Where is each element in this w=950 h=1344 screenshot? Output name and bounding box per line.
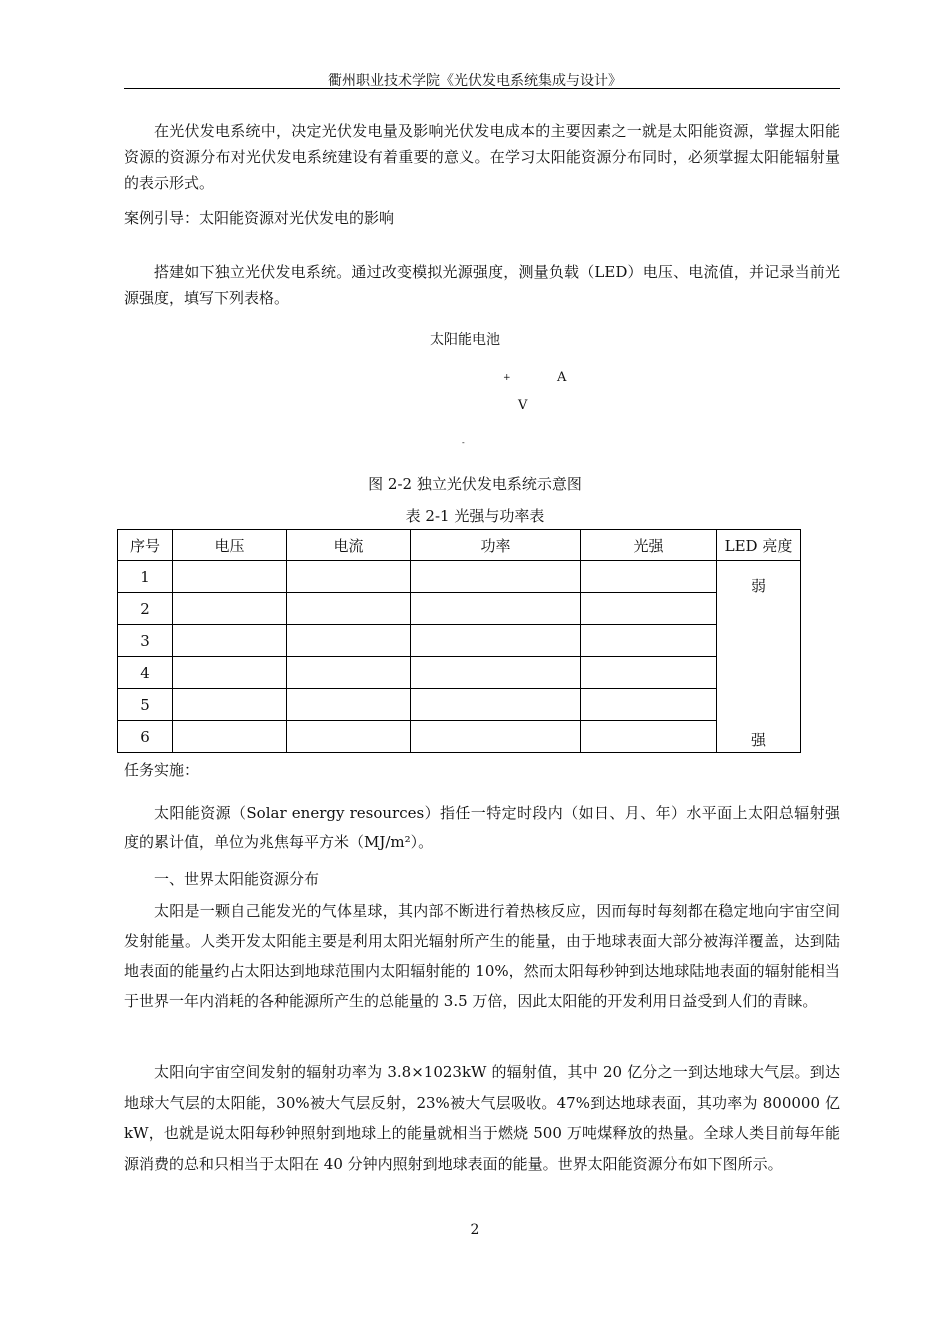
- row-index: 5: [118, 689, 173, 721]
- table-header-row: [118, 530, 801, 561]
- body-paragraph-sun: 太阳是一颗自己能发光的气体星球，其内部不断进行着热核反应，因而每时每刻都在稳定地向宇宙空间发射能量。人类开发太阳能主要是利用太阳光辐射所产生的能量，由于地球表面大部分被海洋覆盖，达到陆地表面的能量约占太阳达到地球范围内太阳辐射能的 10%，然而太阳每秒钟到达地球陆地表面的辐射能相当于世界一年内消耗的各种能源所产生的总能量的 3.5 万倍，因此太阳能的开发利用日益受到人们的青睐。: [124, 902, 840, 1010]
- table-caption: 表 2-1 光强与功率表: [405, 507, 545, 525]
- cell-light-intensity: [581, 625, 717, 657]
- case-paragraph: 搭建如下独立光伏发电系统。通过改变模拟光源强度，测量负载（LED）电压、电流值，并记录当前光源强度，填写下列表格。: [124, 263, 840, 307]
- cell-current: [287, 593, 411, 625]
- intro-paragraph: 在光伏发电系统中，决定光伏发电量及影响光伏发电成本的主要因素之一就是太阳能资源，掌握太阳能资源的资源分布对光伏发电系统建设有着重要的意义。在学习太阳能资源分布同时，必须掌握太阳能辐射量的表示形式。: [124, 122, 840, 192]
- case-title: 案例引导：太阳能资源对光伏发电的影响: [124, 209, 395, 227]
- table-row: [118, 561, 801, 593]
- figure-label-plus: +: [503, 373, 511, 383]
- cell-power: [411, 689, 581, 721]
- cell-light-intensity: [581, 657, 717, 689]
- cell-current: [287, 721, 411, 753]
- led-weak-label: 弱: [750, 577, 766, 595]
- figure-label-ammeter: A: [557, 370, 567, 385]
- table-row: [118, 593, 801, 625]
- cell-voltage: [173, 593, 287, 625]
- cell-voltage: [173, 721, 287, 753]
- table-row: [118, 689, 801, 721]
- light-power-table: [117, 529, 801, 753]
- row-index: 3: [118, 625, 173, 657]
- header-index: 序号: [118, 530, 173, 561]
- cell-light-intensity: [581, 561, 717, 593]
- row-index: 1: [118, 561, 173, 593]
- cell-light-intensity: [581, 721, 717, 753]
- cell-led-brightness: [717, 561, 801, 753]
- page-number: 2: [470, 1222, 480, 1238]
- cell-light-intensity: [581, 689, 717, 721]
- section-heading-world-distribution: 一、世界太阳能资源分布: [154, 870, 320, 888]
- row-index: 2: [118, 593, 173, 625]
- cell-voltage: [173, 657, 287, 689]
- figure-caption: 图 2-2 独立光伏发电系统示意图: [368, 475, 582, 493]
- led-strong-label: 强: [750, 731, 766, 749]
- page-header-title: 衢州职业技术学院《光伏发电系统集成与设计》: [328, 73, 622, 89]
- row-index: 6: [118, 721, 173, 753]
- header-rule: [124, 88, 840, 89]
- cell-voltage: [173, 625, 287, 657]
- cell-current: [287, 561, 411, 593]
- cell-voltage: [173, 561, 287, 593]
- header-led-brightness: LED 亮度: [717, 530, 801, 561]
- task-title: 任务实施：: [124, 761, 200, 779]
- table-row: [118, 657, 801, 689]
- table-row: [118, 721, 801, 753]
- cell-power: [411, 721, 581, 753]
- cell-power: [411, 657, 581, 689]
- cell-power: [411, 625, 581, 657]
- figure-label-voltmeter: V: [518, 398, 528, 413]
- figure-label-solar-cell: 太阳能电池: [430, 332, 500, 348]
- row-index: 4: [118, 657, 173, 689]
- table-row: [118, 625, 801, 657]
- cell-current: [287, 625, 411, 657]
- header-current: 电流: [287, 530, 411, 561]
- cell-light-intensity: [581, 593, 717, 625]
- header-light-intensity: 光强: [581, 530, 717, 561]
- cell-voltage: [173, 689, 287, 721]
- cell-power: [411, 593, 581, 625]
- header-voltage: 电压: [173, 530, 287, 561]
- figure-label-minus: -: [462, 438, 465, 447]
- body-paragraph-radiation: 太阳向宇宙空间发射的辐射功率为 3.8×1023kW 的辐射值，其中 20 亿分之一到达地球大气层。到达地球大气层的太阳能，30%被大气层反射，23%被大气层吸收。47%到达地球表面，其功率为 800000 亿 kW，也就是说太阳每秒钟照射到地球上的能量就相当于燃烧 500 万吨煤释放的热量。全球人类目前每年能源消费的总和只相当于太阳在 40 分钟内照射到地球表面的能量。世界太阳能资源分布如下图所示。: [124, 1063, 840, 1173]
- cell-power: [411, 561, 581, 593]
- cell-current: [287, 689, 411, 721]
- cell-current: [287, 657, 411, 689]
- definition-paragraph: 太阳能资源（Solar energy resources）指任一特定时段内（如日、月、年）水平面上太阳总辐射强度的累计值，单位为兆焦每平方米（MJ/m²）。: [124, 804, 840, 851]
- header-power: 功率: [411, 530, 581, 561]
